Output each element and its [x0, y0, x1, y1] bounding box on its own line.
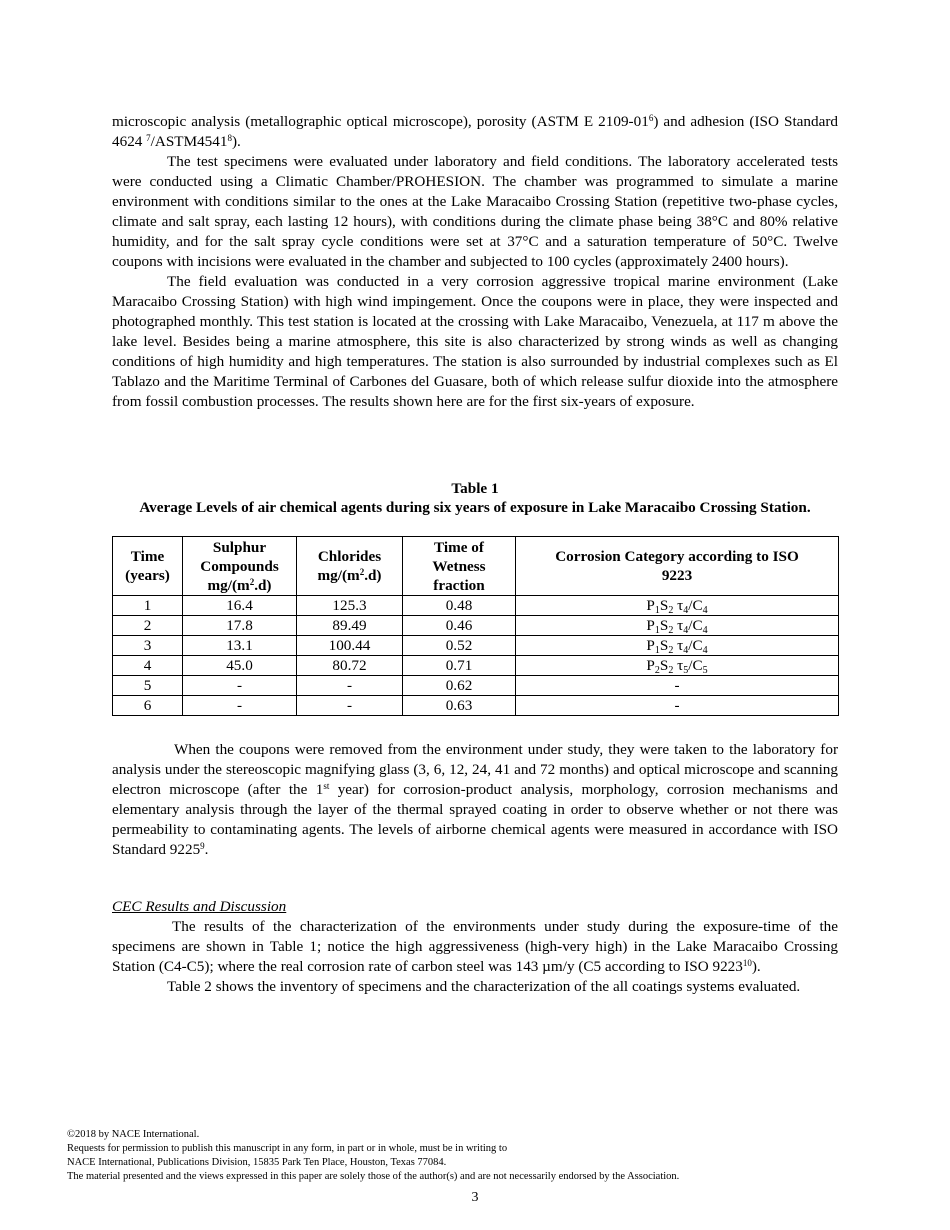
page-number: 3 [471, 1190, 479, 1205]
test-specimens-paragraph: The test specimens were evaluated under laboratory and field conditions. The laboratory accelerated tests were conducted using a Climatic Chamber/PROHESION. The chamber was programmed to simulate a marine environment with conditions similar to the ones at the Lake Maracaibo Crossing Station (repetitive two-phase cycles, climate and salt spray, each lasting 12 hours), with conditions during the climate phase being 38°C and 80% relative humidity, and for the salt spray cycle conditions were set at 37°C and a saturation temperature of 50°C. Twelve coupons with incisions were evaluated in the chamber and subjected to 100 cycles (approximately 2400 hours). [112, 153, 838, 270]
cell-chlorides: - [297, 696, 403, 716]
field-evaluation-paragraph: The field evaluation was conducted in a very corrosion aggressive tropical marine environment (Lake Maracaibo Crossing Station) with high wind impingement. Once the coupons were in place, they were inspected and photographed monthly. This test station is located at the crossing with Lake Maracaibo, Venezuela, at 117 m above the lake level. Besides being a marine atmosphere, this site is also characterized by strong winds as well as changing conditions of high humidity and high temperatures. The station is also surrounded by industrial complexes such as El Tablazo and the Maritime Terminal of Carbones del Guasare, both of which release sulfur dioxide into the atmosphere from fossil combustion processes. The results shown here are for the first six-years of exposure. [112, 273, 838, 410]
header-chlorides: Chlorides $mg/(m^2.d)$ [297, 537, 403, 596]
cell-wetness: 0.52 [403, 636, 516, 656]
body-text-top [112, 112, 838, 412]
header-time-of-wetness: Time of Wetness fraction [403, 537, 516, 596]
cell-chlorides: 125.3 [297, 596, 403, 616]
air-chemical-agents-table [112, 536, 839, 716]
cell-corrosion-category: - [516, 676, 839, 696]
table-title: Average Levels of air chemical agents during six years of exposure in Lake Maracaibo Crossing Station. [139, 499, 811, 516]
cell-wetness: 0.63 [403, 696, 516, 716]
table-row [113, 596, 839, 616]
table-label: Table 1 [451, 480, 499, 497]
cell-time: 3 [113, 636, 183, 656]
cell-time: 5 [113, 676, 183, 696]
coupons-paragraph: When the coupons were removed from the environment under study, they were taken to the laboratory for analysis under the stereoscopic magnifying glass (3, 6, 12, 24, 41 and 72 months) and optical microscope and scanning electron microscope (after the 1st year) for corrosion-product analysis, morphology, corrosion mechanisms and elementary analysis through the layer of the thermal sprayed coating in order to observe whether or not there was permeability to contaminating agents. The levels of airborne chemical agents were measured in accordance with ISO Standard 9225$^9$. [112, 741, 838, 858]
cell-chlorides: 80.72 [297, 656, 403, 676]
header-corrosion-category: Corrosion Category according to ISO 9223 [516, 537, 839, 596]
table-row [113, 696, 839, 716]
footer-permission: Requests for permission to publish this manuscript in any form, in part or in whole, must be in writing to [67, 1143, 508, 1154]
cell-time: 6 [113, 696, 183, 716]
cell-chlorides: 89.49 [297, 616, 403, 636]
cell-sulphur: 45.0 [183, 656, 297, 676]
body-text-middle [112, 740, 838, 860]
cell-chlorides: 100.44 [297, 636, 403, 656]
cell-time: 4 [113, 656, 183, 676]
table-caption [112, 479, 838, 517]
cell-wetness: 0.48 [403, 596, 516, 616]
ref-9: 9 [200, 841, 205, 851]
footer [67, 1128, 887, 1184]
cell-time: 1 [113, 596, 183, 616]
footer-copyright: ©2018 by NACE International. [67, 1129, 200, 1140]
cell-chlorides: - [297, 676, 403, 696]
cell-time: 2 [113, 616, 183, 636]
cell-sulphur: 17.8 [183, 616, 297, 636]
table-row [113, 616, 839, 636]
results-paragraph: The results of the characterization of the environments under study during the exposure-time of the specimens are shown in Table 1; notice the high aggressiveness (high-very high) in the Lake Maracaibo Crossing Station (C4-C5); where the real corrosion rate of carbon steel was 143 µm/y (C5 according to ISO 9223$^{10}$). [112, 918, 838, 975]
table-row [113, 676, 839, 696]
cell-sulphur: 16.4 [183, 596, 297, 616]
ordinal-suffix: st [323, 781, 330, 791]
table-body [113, 596, 839, 716]
cell-sulphur: - [183, 676, 297, 696]
header-sulphur: Sulphur Compounds $mg/(m^2.d)$ [183, 537, 297, 596]
cell-corrosion-category: $P_1S_2$ $\tau_4/C_4$ [516, 616, 839, 636]
cell-sulphur: 13.1 [183, 636, 297, 656]
intro-paragraph: microscopic analysis (metallographic optical microscope), porosity (ASTM E $2109-01^6$) and adhesion (ISO Standard 4624 $^7$/ASTM4541$^8$). [112, 113, 838, 150]
table-header-row [113, 537, 839, 596]
footer-address: NACE International, Publications Division, 15835 Park Ten Place, Houston, Texas 77084. [67, 1157, 447, 1168]
section-heading: CEC Results and Discussion [112, 898, 287, 915]
ref-7: 7 [146, 133, 151, 143]
table2-paragraph: Table 2 shows the inventory of specimens and the characterization of the all coatings systems evaluated. [167, 978, 801, 995]
table-row [113, 636, 839, 656]
cell-sulphur: - [183, 696, 297, 716]
cell-corrosion-category: $P_2S_2$ $\tau_5/C_5$ [516, 656, 839, 676]
header-time: Time (years) [113, 537, 183, 596]
cell-wetness: 0.71 [403, 656, 516, 676]
body-text-bottom [112, 917, 838, 997]
ref-10: 10 [742, 958, 752, 968]
cell-wetness: 0.62 [403, 676, 516, 696]
cell-corrosion-category: $P_1S_2$ $\tau_4/C_4$ [516, 596, 839, 616]
cell-wetness: 0.46 [403, 616, 516, 636]
ref-6: 6 [648, 113, 654, 123]
cell-corrosion-category: - [516, 696, 839, 716]
cell-corrosion-category: $P_1S_2$ $\tau_4/C_4$ [516, 636, 839, 656]
table-row [113, 656, 839, 676]
ref-8: 8 [227, 133, 232, 143]
footer-disclaimer: The material presented and the views expressed in this paper are solely those of the author(s) and are not necessarily endorsed by the Association. [67, 1171, 680, 1182]
